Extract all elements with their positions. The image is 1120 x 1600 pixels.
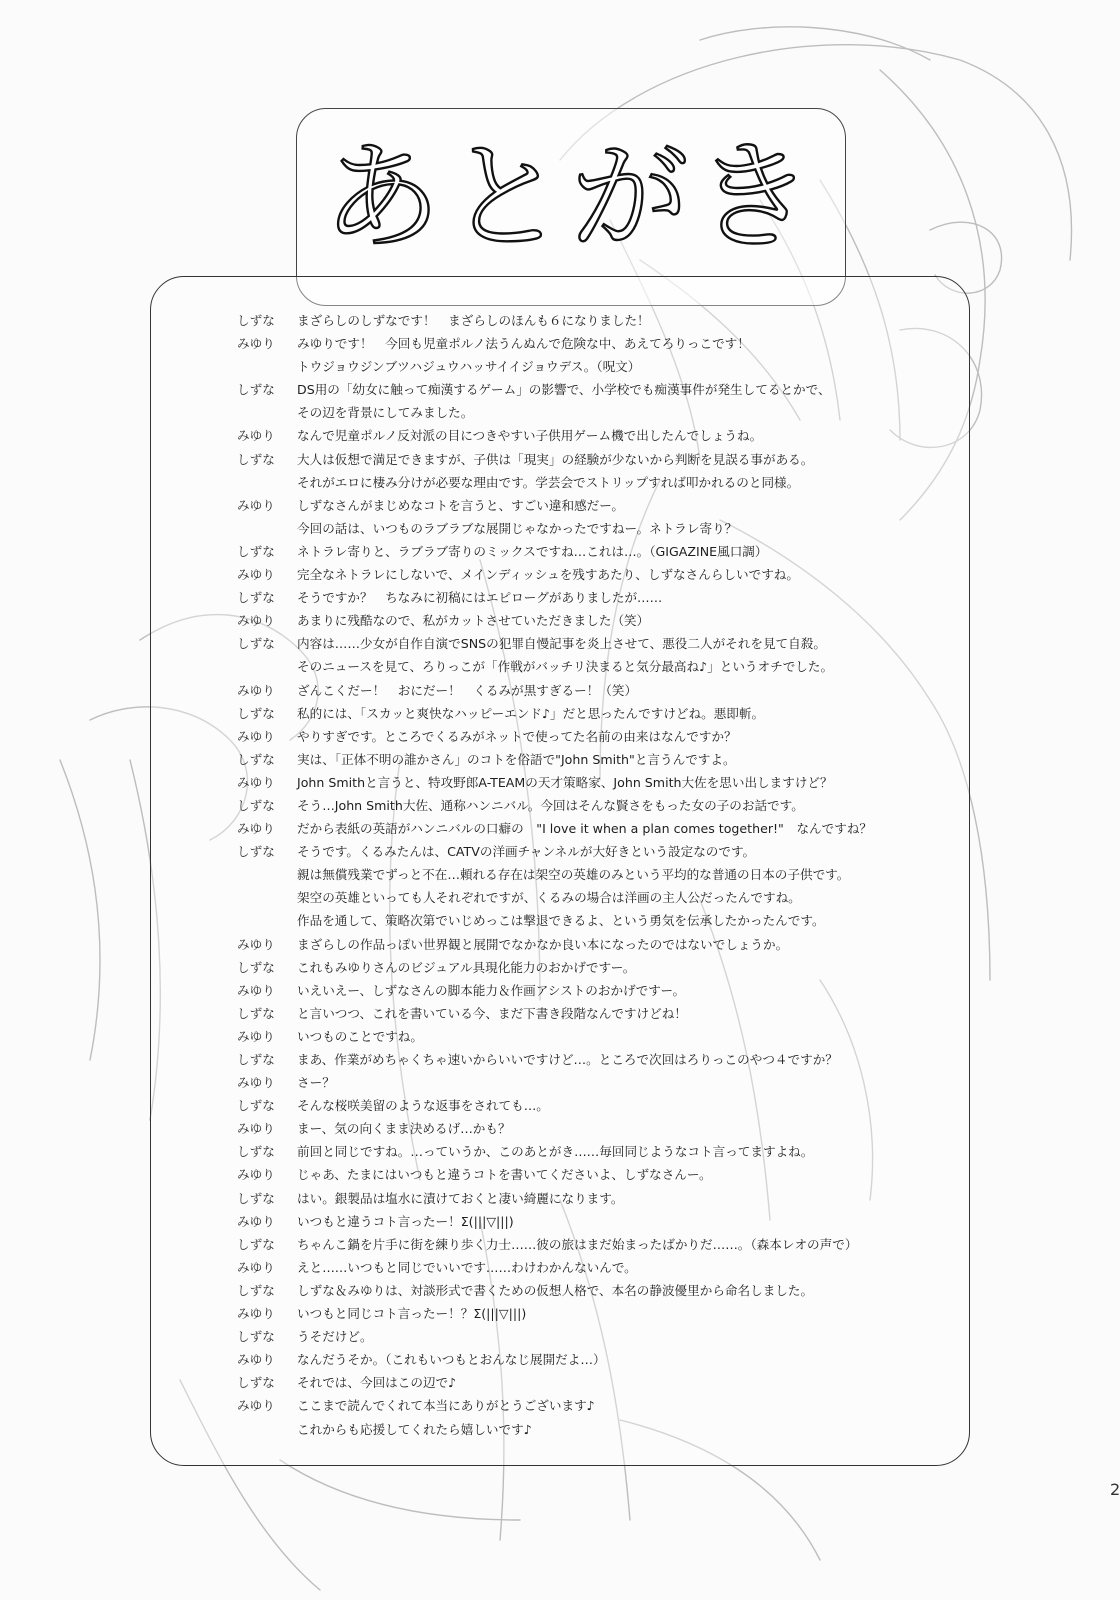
dialogue-text: なんだうそか。（これもいつもとおんなじ展開だよ…）	[297, 1352, 606, 1368]
dialogue-text: まざらしのしずなです！ まざらしのほんも６になりました！	[297, 313, 650, 328]
dialogue-text: まあ、作業がめちゃくちゃ速いからいいですけど…。ところで次回はろりっこのやつ４ですか？	[297, 1052, 838, 1067]
dialogue-text: その辺を背景にしてみました。	[297, 405, 474, 421]
dialogue-line	[237, 355, 937, 378]
speaker-name: みゆり	[237, 1213, 275, 1229]
dialogue-line	[237, 863, 937, 886]
page-title: あとがき	[322, 128, 819, 266]
dialogue-line	[237, 748, 937, 771]
dialogue-line	[237, 655, 937, 678]
dialogue-list	[237, 309, 937, 1441]
dialogue-text: なんで児童ポルノ反対派の目につきやすい子供用ゲーム機で出したんでしょうね。	[297, 428, 763, 444]
speaker-name	[237, 355, 297, 378]
dialogue-line	[237, 448, 937, 471]
dialogue-text: えと……いつもと同じでいいです……わけわかんないんで。	[297, 1259, 637, 1275]
speaker-name: しずな	[237, 1236, 275, 1252]
speaker-name: しずな	[237, 1052, 275, 1067]
dialogue-line	[237, 1302, 937, 1325]
dialogue-line	[237, 1094, 937, 1117]
speaker-name: しずな	[237, 751, 275, 767]
dialogue-line	[237, 1025, 937, 1048]
dialogue-line	[237, 494, 937, 517]
dialogue-line	[237, 817, 937, 840]
speaker-name: みゆり	[237, 1121, 275, 1137]
speaker-name: しずな	[237, 1282, 275, 1298]
speaker-name: みゆり	[237, 567, 275, 583]
speaker-name: しずな	[237, 1098, 275, 1114]
dialogue-line	[237, 1163, 937, 1186]
dialogue-text: トウジョウジンブツハジュウハッサイイジョウデス。（呪文）	[297, 359, 641, 375]
dialogue-text: 実は、「正体不明の誰かさん」のコトを俗語で"John Smith"と言うんですよ。	[297, 751, 736, 767]
dialogue-line	[237, 933, 937, 956]
dialogue-text: 完全なネトラレにしないで、メインディッシュを残すあたり、しずなさんらしいですね。	[297, 567, 799, 583]
speaker-name: みゆり	[237, 1352, 275, 1368]
speaker-name: しずな	[237, 382, 275, 398]
dialogue-line	[237, 517, 937, 540]
speaker-name: しずな	[237, 959, 275, 975]
dialogue-text: そんな桜咲美留のような返事をされても…。	[297, 1098, 549, 1114]
dialogue-text: と言いつつ、これを書いている今、まだ下書き段階なんですけどね！	[297, 1005, 687, 1021]
speaker-name: みゆり	[237, 613, 275, 629]
dialogue-box	[150, 276, 970, 1466]
dialogue-text: そうですか？ ちなみに初稿にはエピローグがありましたが……	[297, 590, 663, 606]
dialogue-text: 架空の英雄といっても人それぞれですが、くるみの場合は洋画の主人公だったんですね。	[297, 890, 801, 906]
dialogue-text: まー、気の向くまま決めるげ…かも？	[297, 1121, 511, 1137]
speaker-name: しずな	[237, 451, 275, 467]
dialogue-line	[237, 1210, 937, 1233]
dialogue-text: さー？	[297, 1075, 335, 1091]
speaker-name: みゆり	[237, 336, 275, 352]
speaker-name: しずな	[237, 636, 275, 652]
dialogue-text: それでは、今回はこの辺で♪	[297, 1375, 457, 1391]
dialogue-text: 今回の話は、いつものラブラブな展開じゃなかったですねー。ネトラレ寄り？	[297, 520, 738, 536]
dialogue-text: いえいえー、しずなさんの脚本能力＆作画アシストのおかげですー。	[297, 982, 686, 998]
dialogue-text: まざらしの作品っぽい世界観と展開でなかなか良い本になったのではないでしょうか。	[297, 936, 789, 952]
speaker-name: みゆり	[237, 821, 275, 837]
dialogue-text: ここまで読んでくれて本当にありがとうございます♪	[297, 1398, 595, 1414]
dialogue-text: そのニュースを見て、ろりっこが「作戦がバッチリ決まると気分最高ね♪」というオチでした。	[297, 659, 834, 675]
dialogue-line	[237, 1325, 937, 1348]
speaker-name: しずな	[237, 1144, 275, 1160]
dialogue-text: みゆりです！ 今回も児童ポルノ法うんぬんで危険な中、あえてろりっこです！	[297, 336, 750, 352]
dialogue-text: 親は無償残業でずっと不在…頼れる存在は架空の英雄のみという平均的な普通の日本の子供です。	[297, 867, 850, 883]
dialogue-line	[237, 702, 937, 725]
dialogue-line	[237, 1256, 937, 1279]
dialogue-line	[237, 1071, 937, 1094]
speaker-name: しずな	[237, 844, 275, 860]
speaker-name: しずな	[237, 543, 275, 559]
dialogue-text: いつものことですね。	[297, 1028, 423, 1044]
speaker-name: みゆり	[237, 936, 275, 952]
dialogue-line	[237, 309, 937, 332]
dialogue-text: やりすぎです。ところでくるみがネットで使ってた名前の由来はなんですか？	[297, 728, 737, 744]
speaker-name: みゆり	[237, 1306, 275, 1322]
dialogue-line	[237, 840, 937, 863]
dialogue-line	[237, 424, 937, 447]
dialogue-line	[237, 1002, 937, 1025]
dialogue-line	[237, 794, 937, 817]
dialogue-line	[237, 540, 937, 563]
dialogue-text: しずな＆みゆりは、対談形式で書くための仮想人格で、本名の静波優里から命名しました。	[297, 1282, 814, 1298]
speaker-name: みゆり	[237, 1075, 275, 1091]
speaker-name: みゆり	[237, 1398, 275, 1414]
speaker-name	[237, 401, 297, 424]
dialogue-text: しずなさんがまじめなコトを言うと、すごい違和感だー。	[297, 497, 624, 513]
speaker-name: しずな	[237, 590, 275, 606]
speaker-name: みゆり	[237, 497, 275, 513]
dialogue-text: John Smithと言うと、特攻野郎A-TEAMの天才策略家、John Smith大佐を思い出しますけど？	[297, 774, 833, 790]
speaker-name	[237, 886, 297, 909]
dialogue-text: 内容は……少女が自作自演でSNSの犯罪自慢記事を炎上させて、悪役二人がそれを見て自殺。	[297, 636, 826, 652]
dialogue-line	[237, 979, 937, 1002]
dialogue-text: 作品を通して、策略次第でいじめっこは撃退できるよ、という勇気を伝承したかったんです。	[297, 913, 825, 929]
dialogue-text: いつもと違うコト言ったー！Σ(|||▽|||)	[297, 1213, 514, 1229]
dialogue-line	[237, 632, 937, 655]
dialogue-line	[237, 725, 937, 748]
dialogue-line	[237, 401, 937, 424]
speaker-name: みゆり	[237, 1028, 275, 1044]
speaker-name	[237, 1418, 297, 1441]
dialogue-text: はい。銀製品は塩水に漬けておくと凄い綺麗になります。	[297, 1190, 624, 1206]
dialogue-text: 大人は仮想で満足できますが、子供は「現実」の経験が少ないから判断を見誤る事がある。	[297, 451, 814, 467]
dialogue-line	[237, 332, 937, 355]
speaker-name: みゆり	[237, 428, 275, 444]
dialogue-text: DS用の「幼女に触って痴漢するゲーム」の影響で、小学校でも痴漢事件が発生してるとかで、	[297, 382, 831, 398]
speaker-name: みゆり	[237, 682, 275, 698]
speaker-name: しずな	[237, 705, 275, 721]
speaker-name	[237, 655, 297, 678]
speaker-name: みゆり	[237, 774, 275, 790]
dialogue-text: 私的には、「スカッと爽快なハッピーエンド♪」だと思ったんですけどね。悪即斬。	[297, 705, 765, 721]
dialogue-text: ちゃんこ鍋を片手に街を練り歩く力士……彼の旅はまだ始まったばかりだ……。（森本レオの声で）	[297, 1236, 858, 1252]
dialogue-text: 前回と同じですね。…っていうか、このあとがき……毎回同じようなコト言ってますよね。	[297, 1144, 814, 1160]
dialogue-line	[237, 1187, 937, 1210]
dialogue-line	[237, 1371, 937, 1394]
dialogue-line	[237, 1140, 937, 1163]
speaker-name: しずな	[237, 1329, 275, 1345]
speaker-name: しずな	[237, 313, 275, 328]
dialogue-line	[237, 1117, 937, 1140]
speaker-name: みゆり	[237, 1167, 275, 1183]
speaker-name: しずな	[237, 1005, 275, 1021]
dialogue-text: いつもと同じコト言ったー！？Σ(|||▽|||)	[297, 1306, 527, 1322]
dialogue-text: これもみゆりさんのビジュアル具現化能力のおかげですー。	[297, 959, 636, 975]
dialogue-line	[237, 378, 937, 401]
dialogue-line	[237, 956, 937, 979]
dialogue-line	[237, 609, 937, 632]
dialogue-line	[237, 471, 937, 494]
dialogue-line	[237, 1233, 937, 1256]
speaker-name: みゆり	[237, 982, 275, 998]
dialogue-line	[237, 886, 937, 909]
speaker-name: しずな	[237, 1375, 275, 1391]
dialogue-text: そうです。くるみたんは、CATVの洋画チャンネルが大好きという設定なのです。	[297, 844, 756, 860]
dialogue-line	[237, 586, 937, 609]
dialogue-line	[237, 1418, 937, 1441]
speaker-name	[237, 517, 297, 540]
dialogue-line	[237, 679, 937, 702]
speaker-name	[237, 909, 297, 932]
dialogue-line	[237, 1279, 937, 1302]
dialogue-text: うそだけど。	[297, 1329, 373, 1345]
dialogue-text: あまりに残酷なので、私がカットさせていただきました（笑）	[297, 613, 650, 629]
speaker-name: みゆり	[237, 1259, 275, 1275]
dialogue-line	[237, 1348, 937, 1371]
speaker-name: しずな	[237, 1190, 275, 1206]
dialogue-text: これからも応援してくれたら嬉しいです♪	[297, 1421, 532, 1437]
speaker-name: しずな	[237, 797, 275, 813]
dialogue-line	[237, 1048, 937, 1071]
dialogue-line	[237, 909, 937, 932]
dialogue-line	[237, 563, 937, 586]
page-number: 2	[1110, 1480, 1120, 1499]
dialogue-text: ざんこくだー！ おにだー！ くるみが黒すぎるー！（笑）	[297, 682, 638, 698]
dialogue-text: だから表紙の英語がハンニバルの口癖の "I love it when a plan comes together!" なんですね？	[297, 821, 873, 837]
speaker-name: みゆり	[237, 728, 275, 744]
dialogue-text: ネトラレ寄りと、ラブラブ寄りのミックスですね…これは…。（GIGAZINE風口調）	[297, 543, 768, 559]
speaker-name	[237, 863, 297, 886]
speaker-name	[237, 471, 297, 494]
dialogue-line	[237, 1394, 937, 1417]
dialogue-text: それがエロに棲み分けが必要な理由です。学芸会でストリップすれば叩かれるのと同様。	[297, 474, 800, 490]
dialogue-line	[237, 771, 937, 794]
dialogue-text: じゃあ、たまにはいつもと違うコトを書いてくださいよ、しずなさんー。	[297, 1167, 712, 1183]
dialogue-text: そう…John Smith大佐、通称ハンニバル。今回はそんな賢さをもった女の子のお話です。	[297, 797, 804, 813]
